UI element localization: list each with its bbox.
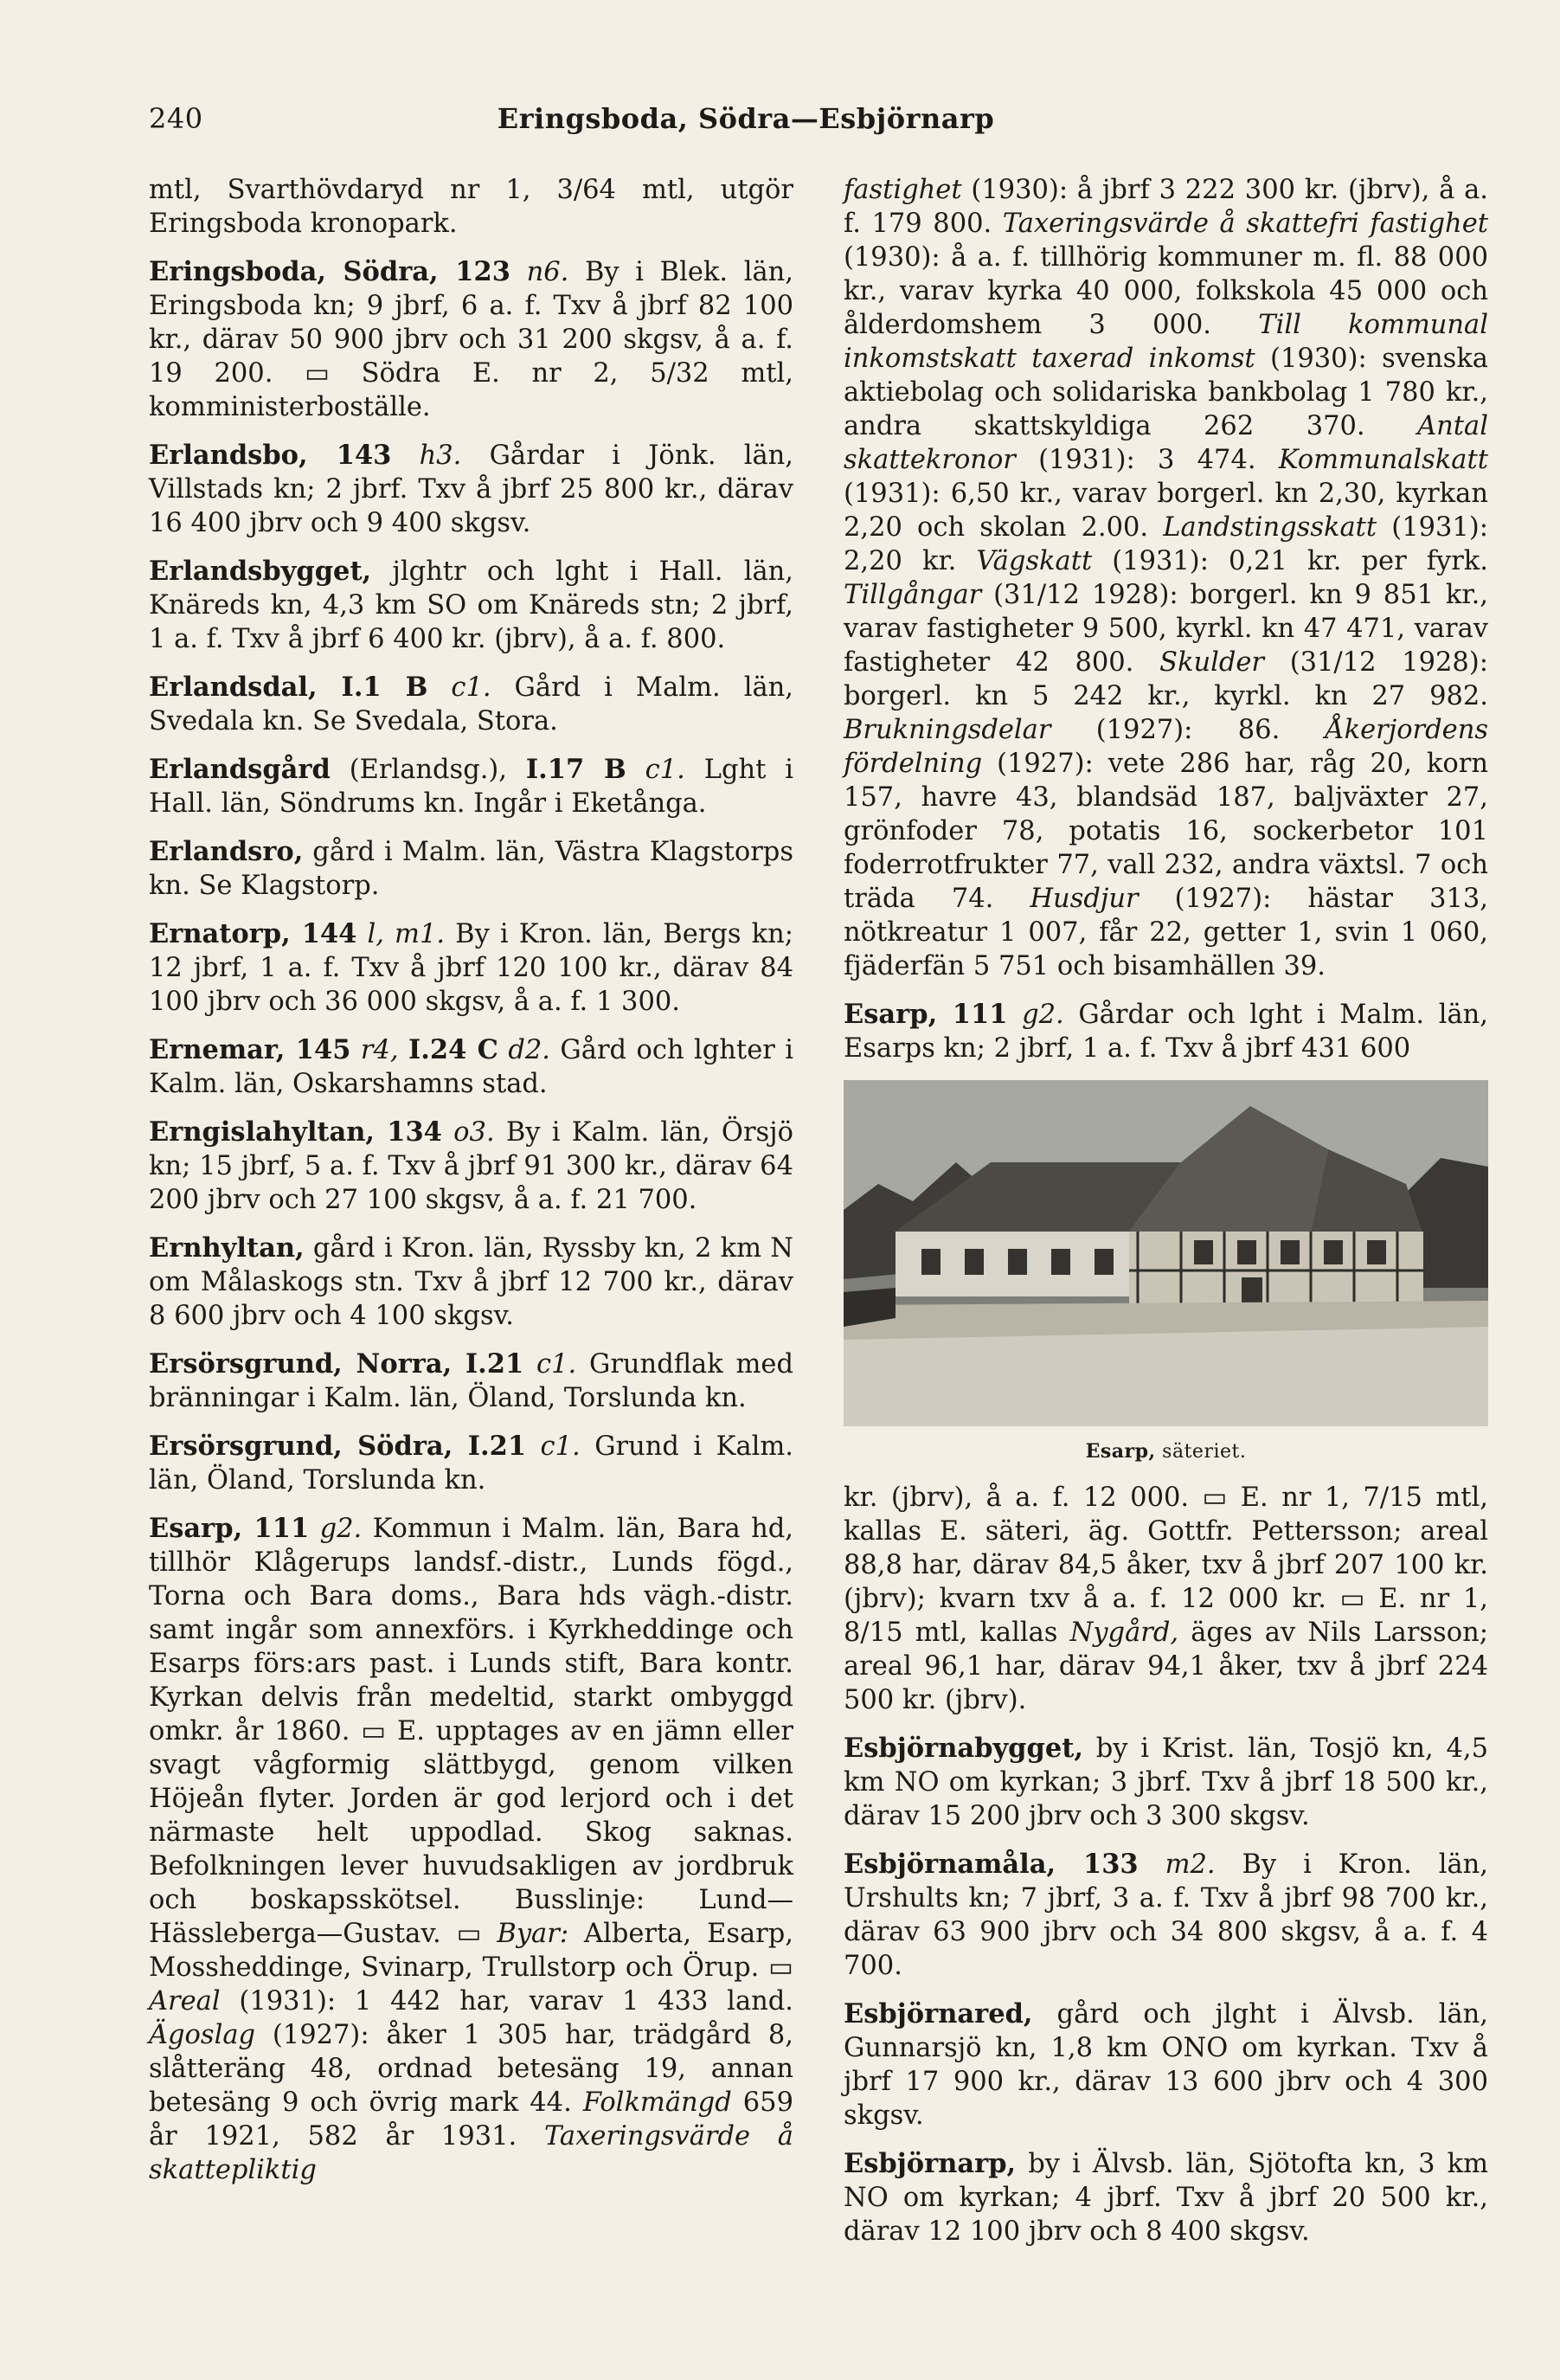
gazetteer-entry [844, 1481, 1488, 1717]
entry-text: (1927): 86. [1050, 715, 1326, 745]
entry-text [442, 1117, 453, 1148]
entry-headword: Erlandsbo, 143 [149, 440, 392, 471]
entry-text [510, 257, 527, 287]
entry-italic: c1. [645, 755, 685, 785]
entry-text [427, 672, 451, 703]
gazetteer-entry [844, 173, 1488, 983]
entry-headword: Ernatorp, 144 [149, 918, 357, 949]
entry-italic: Nygård, [1069, 1618, 1179, 1648]
entry-italic: Folkmängd [582, 2087, 732, 2118]
gazetteer-entry [844, 1997, 1488, 2132]
entry-text: (1931): 6,50 kr., varav borgerl. kn 2,30, kyrkan 2,20 och skolan 2.00. [844, 479, 1488, 543]
entry-italic: Brukningsdelar [844, 715, 1051, 745]
page-header [149, 102, 1343, 145]
left-column [149, 173, 793, 2202]
entry-text: äges av Nils Larsson; areal 96,1 har, därav 94,1 åker, txv å jbrf 224 500 kr. (jbrv). [844, 1618, 1488, 1715]
gazetteer-entry [149, 255, 793, 424]
gazetteer-entry [149, 1116, 793, 1217]
entry-italic: Byar: [497, 1919, 569, 1949]
entry-text [391, 441, 419, 471]
entry-headword: Erlandsro, [149, 836, 304, 867]
entry-text: gård i Malm. län, Västra Klagstorps kn. Se Klagstorp. [149, 837, 793, 901]
right-top-entries [844, 173, 1488, 1065]
entry-text [626, 755, 645, 785]
entry-text: By i Kalm. län, Örsjö kn; 15 jbrf, 5 a. f. Txv å jbrf 91 300 kr., därav 64 200 jbrv och 27 100 skgsv, å a. f. 21 700. [149, 1117, 793, 1215]
entry-italic: h3. [419, 441, 462, 471]
entry-text [356, 919, 367, 949]
entry-text: (1927): vete 286 har, råg 20, korn 157, havre 43, blandsäd 187, baljväxter 27, grönfoder 78, potatis 16, sockerbetor 101 foderrotfrukter 77, vall 232, andra växtsl. 7 och träda 74. [844, 749, 1488, 914]
gazetteer-entry [149, 1512, 793, 2187]
entry-headword: I.17 B [525, 754, 626, 785]
entry-text [309, 1514, 319, 1544]
entry-headword: Erngislahyltan, 134 [149, 1116, 442, 1148]
gazetteer-entry [149, 917, 793, 1019]
entry-text: By i Blek. län, Eringsboda kn; 9 jbrf, 6 a. f. Txv å jbrf 82 100 kr., därav 50 900 jbrv och 31 200 skgsv, å a. f. 19 200. ▭ Södra E. nr 2, 5/32 mtl, komministerboställe. [149, 257, 793, 422]
gazetteer-entry [844, 2147, 1488, 2248]
entry-text: (1927): hästar 313, nötkreatur 1 007, får 22, getter 1, svin 1 060, fjäderfän 5 751 och bisamhällen 39. [844, 884, 1488, 981]
entry-headword: Erlandsdal, I.1 B [149, 672, 428, 703]
entry-headword: Ernhyltan, [149, 1232, 305, 1264]
entry-italic: Ägoslag [149, 2020, 256, 2050]
entry-text: (1930): å a. f. tillhörig kommuner m. fl. 88 000 kr., varav kyrka 40 000, folkskola 45 000 och ålderdomshem 3 000. [844, 242, 1488, 340]
entry-italic: Taxeringsvärde å skattepliktig [149, 2121, 793, 2185]
entry-text: (1930): å jbrf 3 222 300 kr. (jbrv), å a. f. 179 800. [844, 175, 1488, 239]
entry-headword: Esbjörnabygget, [844, 1733, 1083, 1764]
caption-text: säteriet. [1155, 1441, 1247, 1463]
entry-text: gård i Kron. län, Ryssby kn, 2 km N om Målaskogs stn. Txv å jbrf 12 700 kr., därav 8 600 jbrv och 4 100 skgsv. [149, 1233, 793, 1331]
entry-italic: Landstingsskatt [1163, 512, 1377, 543]
entry-italic: c1. [536, 1349, 577, 1380]
entry-headword: Esbjörnarp, [844, 2148, 1017, 2179]
entry-text: Gård och lghter i Kalm. län, Oskarshamns stad. [149, 1035, 793, 1099]
entry-text: (1931): 3 474. [1015, 445, 1279, 475]
entry-text: By i Kron. län, Urshults kn; 7 jbrf, 3 a. f. Txv å jbrf 98 700 kr., därav 63 900 jbrv och 34 800 skgsv, å a. f. 4 700. [844, 1849, 1488, 1981]
entry-text [399, 1035, 408, 1065]
gazetteer-entry [844, 1732, 1488, 1833]
farmhouse-illustration [844, 1080, 1488, 1426]
entry-text: Lght i Hall. län, Söndrums kn. Ingår i Eketånga. [149, 755, 793, 819]
page-number: 240 [149, 102, 203, 135]
gazetteer-entry [149, 439, 793, 540]
entry-italic: r4, [360, 1035, 399, 1065]
entry-text: gård och jlght i Älvsb. län, Gunnarsjö kn, 1,8 km ONO om kyrkan. Txv å jbrf 17 900 kr., därav 13 600 jbrv och 4 300 skgsv. [844, 1999, 1488, 2131]
entry-text: by i Krist. län, Tosjö kn, 4,5 km NO om kyrkan; 3 jbrf. Txv å jbrf 18 500 kr., därav 15 200 jbrv och 3 300 skgsv. [844, 1734, 1488, 1831]
entry-italic: fastighet [844, 175, 962, 205]
entry-italic: Vägskatt [976, 546, 1093, 576]
entry-text: Alberta, Esarp, Mossheddinge, Svinarp, Trullstorp och Örup. ▭ [149, 1919, 793, 1983]
entry-italic: n6. [526, 257, 569, 287]
entry-italic: Areal [149, 1986, 221, 2017]
entry-text: Grund i Kalm. län, Öland, Torslunda kn. [149, 1431, 793, 1496]
entry-text [1139, 1849, 1165, 1880]
entry-headword: Erlandsbygget, [149, 556, 372, 587]
entry-text: Grundflak med bränningar i Kalm. län, Öland, Torslunda kn. [149, 1349, 793, 1413]
entry-text: (1931): 2,20 kr. [844, 512, 1489, 576]
photo-caption [844, 1438, 1488, 1465]
entry-italic: d2. [508, 1035, 550, 1065]
entry-italic: o3. [453, 1117, 495, 1148]
entry-italic: m2. [1165, 1849, 1216, 1880]
entry-italic: g2. [319, 1514, 363, 1544]
right-bottom-entries [844, 1481, 1488, 2248]
entry-text: jlghtr och lght i Hall. län, Knäreds kn, 4,3 km SO om Knäreds stn; 2 jbrf, 1 a. f. Txv å jbrf 6 400 kr. (jbrv), å a. f. 800. [149, 556, 793, 654]
esarp-photo [844, 1080, 1488, 1426]
entry-headword: Ernemar, 145 [149, 1034, 351, 1065]
entry-text [1007, 1000, 1022, 1030]
entry-text: (1931): 1 442 har, varav 1 433 land. [220, 1986, 793, 2017]
entry-italic: g2. [1022, 1000, 1064, 1030]
gazetteer-entry [149, 753, 793, 820]
entry-italic: c1. [451, 672, 491, 703]
entry-italic: Till kommunal inkomstskatt taxerad inkomst [844, 310, 1488, 374]
entry-headword: Esbjörnamåla, 133 [844, 1849, 1139, 1880]
entry-text [350, 1035, 360, 1065]
entry-text: Gårdar i Jönk. län, Villstads kn; 2 jbrf. Txv å jbrf 25 800 kr., därav 16 400 jbrv och 9 400 skgsv. [149, 441, 794, 538]
gazetteer-entry [149, 173, 793, 241]
entry-italic: Husdjur [1030, 884, 1139, 914]
entry-text: by i Älvsb. län, Sjötofta kn, 3 km NO om kyrkan; 4 jbrf. Txv å jbrf 20 500 kr., därav 12 100 jbrv och 8 400 skgsv. [844, 2149, 1488, 2247]
entry-text: (1931): 0,21 kr. per fyrk. [1092, 546, 1488, 576]
gazetteer-entry [149, 1232, 793, 1333]
entry-text [526, 1431, 540, 1462]
entry-text: (31/12 1928): borgerl. kn 9 851 kr., varav fastigheter 9 500, kyrkl. kn 47 471, varav fastigheter 42 800. [844, 580, 1488, 678]
entry-headword: Esarp, 111 [149, 1513, 310, 1544]
gazetteer-entry [844, 1848, 1488, 1983]
gazetteer-entry [149, 555, 793, 656]
left-entries [149, 173, 793, 2187]
entry-headword: Esbjörnared, [844, 1998, 1033, 2029]
gazetteer-entry [844, 998, 1488, 1065]
caption-title: Esarp, [1085, 1440, 1156, 1463]
entry-text: Kommun i Malm. län, Bara hd, tillhör Klågerups landsf.-distr., Lunds fögd., Torna och Bara doms., Bara hds vägh.-distr. samt ingår som annexförs. i Kyrkheddinge och Esarps förs:ars past. i Lunds stift, Bara kontr. Kyrkan delvis från medeltid, starkt ombyggd omkr. år 1860. ▭ E. upptages av en jämn eller svagt vågformig slättbygd, genom vilken Höjeån flyter. Jorden är god lerjord och i det närmaste helt uppodlad. Skog saknas. Befolkningen lever huvudsakligen av jordbruk och boskapsskötsel. Busslinje: Lund—Hässleberga—Gustav. ▭ [149, 1514, 793, 1949]
gazetteer-entry [149, 1430, 793, 1497]
entry-headword: Ersörsgrund, Norra, I.21 [149, 1348, 524, 1380]
entry-italic: l, m1. [367, 919, 446, 949]
entry-text: By i Kron. län, Bergs kn; 12 jbrf, 1 a. f. Txv å jbrf 120 100 kr., därav 84 100 jbrv och 36 000 skgsv, å a. f. 1 300. [149, 919, 794, 1017]
entry-headword: Erlandsgård [149, 754, 331, 785]
entry-text: mtl, Svarthövdaryd nr 1, 3/64 mtl, utgör Eringsboda kronopark. [149, 175, 793, 239]
entry-headword: Eringsboda, Södra, 123 [149, 256, 510, 287]
entry-text [498, 1035, 508, 1065]
entry-text: (1930): svenska aktiebolag och solidariska bankbolag 1 780 kr., andra skattskyldiga 262 370. [844, 344, 1488, 441]
entry-text: 659 år 1921, 582 år 1931. [149, 2087, 793, 2152]
entry-italic: Skulder [1159, 647, 1265, 678]
entry-text [523, 1349, 536, 1380]
entry-text: Gårdar och lght i Malm. län, Esarps kn; 2 jbrf, 1 a. f. Txv å jbrf 431 600 [844, 1000, 1488, 1064]
gazetteer-entry [149, 1033, 793, 1101]
entry-italic: c1. [540, 1431, 581, 1462]
entry-text: Gård i Malm. län, Svedala kn. Se Svedala, Stora. [149, 672, 793, 737]
entry-text: (1927): åker 1 305 har, trädgård 8, slåtteräng 48, ordnad betesäng 19, annan betesäng 9 och övrig mark 44. [149, 2020, 793, 2118]
gazetteer-entry [149, 671, 793, 738]
entry-headword: I.24 C [408, 1034, 498, 1065]
entry-headword: Esarp, 111 [844, 999, 1008, 1030]
entry-italic: Tillgångar [844, 580, 982, 610]
running-head: Eringsboda, Södra—Esbjörnarp [497, 102, 995, 135]
entry-text: (31/12 1928): borgerl. kn 5 242 kr., kyrkl. kn 27 982. [844, 647, 1489, 711]
gazetteer-entry [149, 1348, 793, 1415]
entry-italic: Åkerjordens fördelning [844, 715, 1488, 779]
entry-italic: Kommunalskatt [1278, 445, 1488, 475]
entry-headword: Ersörsgrund, Södra, I.21 [149, 1431, 527, 1462]
entry-text: kr. (jbrv), å a. f. 12 000. ▭ E. nr 1, 7/15 mtl, kallas E. säteri, äg. Gottfr. Pettersson; areal 88,8 har, därav 84,5 åker, txv å jbrf 207 100 kr. (jbrv); kvarn txv å a. f. 12 000 kr. ▭ E. nr 1, 8/15 mtl, kallas [844, 1483, 1488, 1648]
entry-italic: Antal skattekronor [844, 411, 1488, 475]
entry-italic: Taxeringsvärde å skattefri fastighet [1002, 209, 1488, 239]
gazetteer-entry [149, 835, 793, 903]
entry-text: (Erlandsg.), [330, 755, 526, 785]
right-column [844, 173, 1488, 2263]
